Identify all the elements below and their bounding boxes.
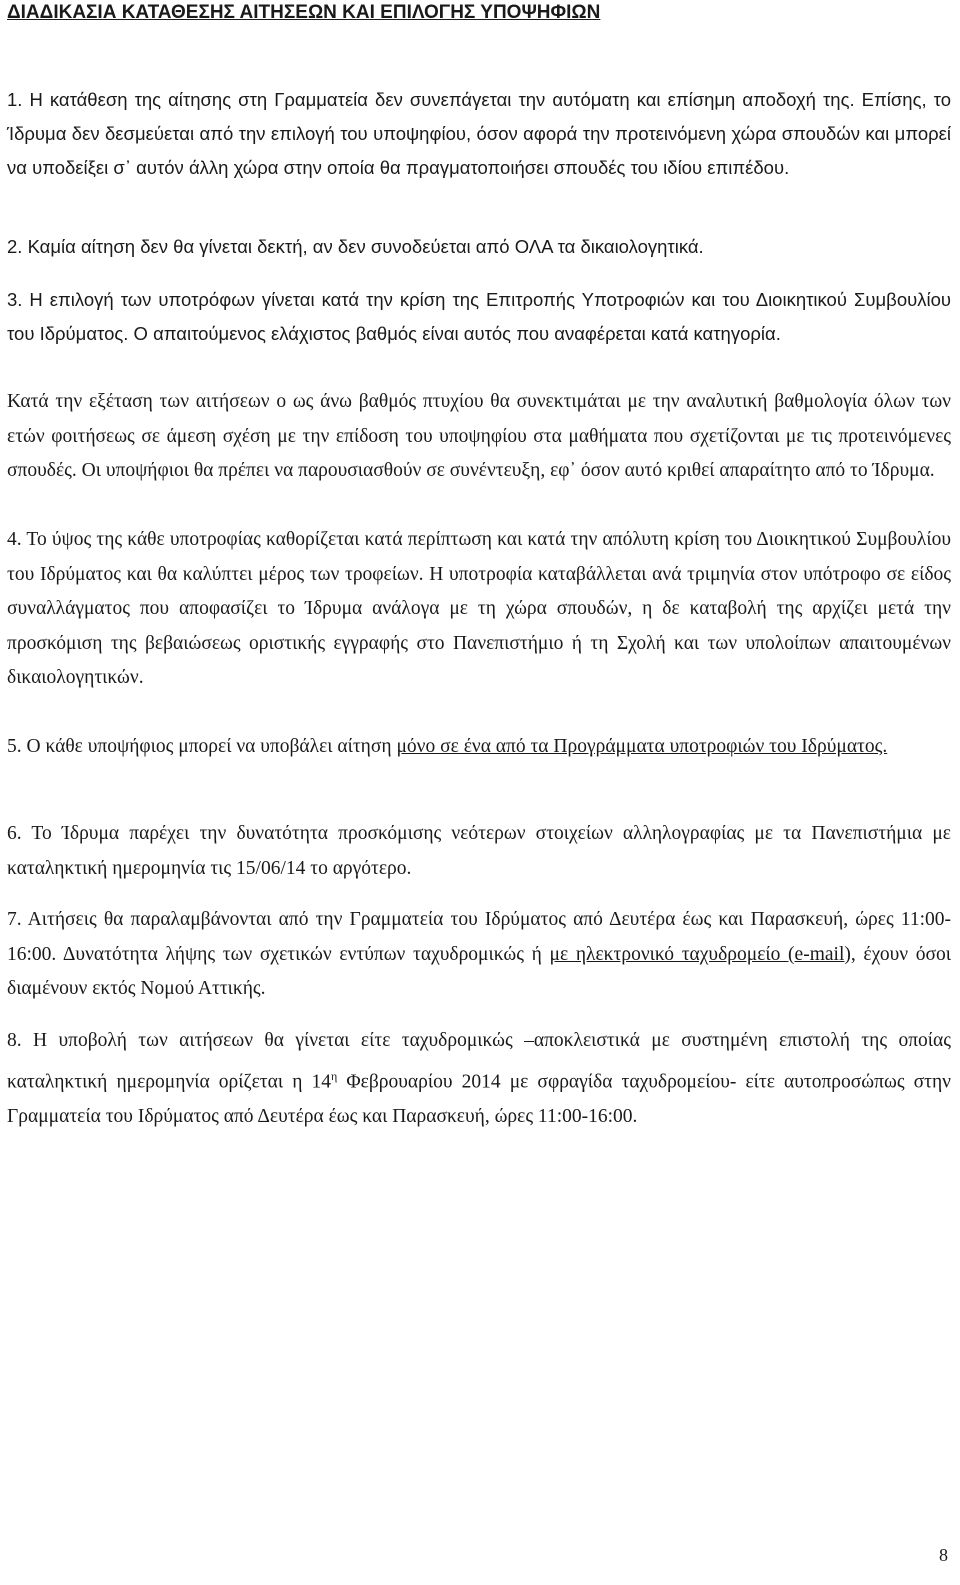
paragraph-3-continuation: Κατά την εξέταση των αιτήσεων ο ως άνω βαθμός πτυχίου θα συνεκτιμάται με την αναλυτική βαθμολογία όλων των ετών φοιτήσεως σε άμεση σχέση με την επίδοση του υποψηφίου στα μαθήματα που σχετίζονται με τις προτεινόμενες σπουδές. Οι υποψήφιοι θα πρέπει να παρουσιασθούν σε συνέντευξη, εφ᾽ όσον αυτό κριθεί απαραίτητο από το Ίδρυμα. (7, 391, 951, 481)
paragraph-8-superscript: η (331, 1068, 338, 1083)
paragraph-7-tail: έχουν όσοι διαμένουν εκτός Νομού Αττικής. (7, 943, 951, 999)
paragraph-6: 6. Το Ίδρυμα παρέχει την δυνατότητα προσκόμισης νεότερων στοιχείων αλληλογραφίας με τα Πανεπιστήμια με καταληκτική ημερομηνία τις 15/06/14 το αργότερο. (7, 823, 951, 879)
page-title: ΔΙΑΔΙΚΑΣΙΑ ΚΑΤΑΘΕΣΗΣ ΑΙΤΗΣΕΩΝ ΚΑΙ ΕΠΙΛΟΓΗΣ ΥΠΟΨΗΦΙΩΝ (7, 2, 601, 23)
email-link-text: με ηλεκτρονικό ταχυδρομείο (e-mail), (549, 943, 856, 965)
paragraph-3: 3. Η επιλογή των υποτρόφων γίνεται κατά την κρίση της Επιτροπής Υποτροφιών και του Διοικητικού Συμβουλίου του Ιδρύματος. Ο απαιτούμενος ελάχιστος βαθμός είναι αυτός που αναφέρεται κατά κατηγορία. (7, 289, 951, 344)
paragraph-7-lead: 7. Αιτήσεις θα παραλαμβάνονται από την Γραμματεία του Ιδρύματος από Δευτέρα έως και Παρασκευή, ώρες 11:00-16:00. Δυνατότητα λήψης των σχετικών εντύπων ταχυδρομικώς ή (7, 909, 951, 965)
paragraph-5 (7, 730, 951, 765)
paragraph-5-lead: 5. Ο κάθε υποψήφιος μπορεί να υποβάλει αίτηση (7, 736, 397, 757)
paragraph-8-lead: 8. Η υποβολή των αιτήσεων θα γίνεται είτε ταχυδρομικώς –αποκλειστικά με συστημένη επιστολή της οποίας καταληκτική ημερομηνία ορίζεται η 14 (7, 1030, 951, 1092)
page-number: 8 (939, 1545, 948, 1565)
paragraph-2: 2. Καμία αίτηση δεν θα γίνεται δεκτή, αν δεν συνοδεύεται από ΟΛΑ τα δικαιολογητικά. (7, 236, 704, 257)
paragraph-8 (7, 1024, 951, 1134)
paragraph-7 (7, 903, 951, 1007)
paragraph-5-underlined: μόνο σε ένα από τα Προγράμματα υποτροφιών του Ιδρύματος. (396, 736, 888, 757)
paragraph-8-tail: Φεβρουαρίου 2014 με σφραγίδα ταχυδρομείου- είτε αυτοπροσώπως στην Γραμματεία του Ιδρύματος από Δευτέρα έως και Παρασκευή, ώρες 11:00-16:00. (7, 1071, 952, 1127)
paragraph-1: 1. Η κατάθεση της αίτησης στη Γραμματεία δεν συνεπάγεται την αυτόματη και επίσημη αποδοχή της. Επίσης, το Ίδρυμα δεν δεσμεύεται από την επιλογή του υποψηφίου, όσον αφορά την προτεινόμενη χώρα σπουδών και μπορεί να υποδείξει σ᾽ αυτόν άλλη χώρα στην οποία θα πραγματοποιήσει σπουδές του ιδίου επιπέδου. (7, 89, 951, 178)
paragraph-4: 4. Το ύψος της κάθε υποτροφίας καθορίζεται κατά περίπτωση και κατά την απόλυτη κρίση του Διοικητικού Συμβουλίου του Ιδρύματος και θα καλύπτει μέρος των τροφείων. Η υποτροφία καταβάλλεται ανά τριμηνία στον υπότροφο σε είδος συναλλάγματος που αποφασίζει το Ίδρυμα ανάλογα με τη χώρα σπουδών, η δε καταβολή της αρχίζει μετά την προσκόμιση της βεβαιώσεως οριστικής εγγραφής στο Πανεπιστήμιο ή τη Σχολή και των υπολοίπων απαιτουμένων δικαιολογητικών. (7, 529, 951, 688)
